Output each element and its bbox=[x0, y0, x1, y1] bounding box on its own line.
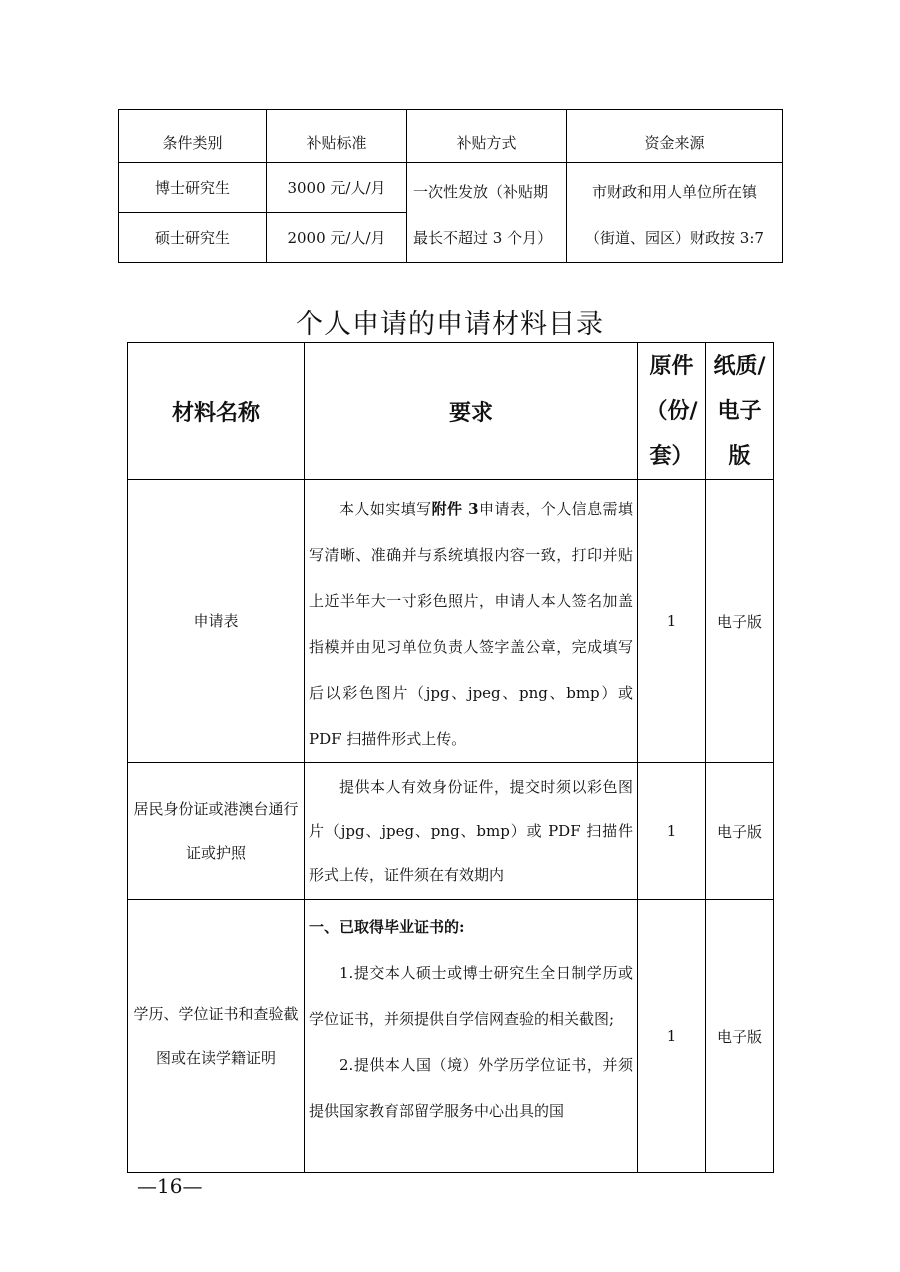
materials-header-row bbox=[128, 343, 774, 480]
subsidy-header-row bbox=[119, 110, 783, 163]
count-cell: 1 bbox=[638, 763, 706, 900]
requirement-prefix: 本人如实填写 bbox=[339, 500, 432, 518]
table-row bbox=[128, 763, 774, 900]
header-count bbox=[638, 343, 706, 480]
fund-line: 市财政和用人单位所在镇 bbox=[591, 182, 757, 201]
requirement-rest: 申请表，个人信息需填写清晰、准确并与系统填报内容一致，打印并贴上近半年大一寸彩色照片，申请人本人签名加盖指模并由见习单位负责人签字盖公章，完成填写后以彩色图片（jpg、jpeg、png、bmp）或 PDF 扫描件形式上传。 bbox=[309, 500, 633, 748]
header-format-line: 电子 bbox=[717, 398, 762, 424]
requirement-cell bbox=[305, 900, 638, 1173]
material-name-cell: 学历、学位证书和查验截图或在读学籍证明 bbox=[128, 900, 305, 1173]
format-cell: 电子版 bbox=[706, 763, 774, 900]
table-row bbox=[128, 900, 774, 1173]
count-cell: 1 bbox=[638, 900, 706, 1173]
header-count-line: 套） bbox=[649, 443, 694, 469]
header-format bbox=[706, 343, 774, 480]
standard-cell: 2000 元/人/月 bbox=[267, 213, 407, 263]
mode-line: 一次性发放（补贴期 bbox=[413, 182, 549, 201]
header-requirement: 要求 bbox=[305, 343, 638, 480]
category-cell: 博士研究生 bbox=[119, 163, 267, 213]
requirement-cell bbox=[305, 480, 638, 763]
requirement-item: 2.提供本人国（境）外学历学位证书，并须提供国家教育部留学服务中心出具的国 bbox=[309, 1056, 633, 1120]
header-format-line: 纸质/ bbox=[713, 353, 766, 379]
materials-table bbox=[127, 342, 774, 1173]
header-standard: 补贴标准 bbox=[267, 110, 407, 163]
material-name-cell: 申请表 bbox=[128, 480, 305, 763]
header-mode: 补贴方式 bbox=[407, 110, 567, 163]
table-row bbox=[119, 163, 783, 213]
header-count-line: （份/ bbox=[645, 398, 698, 424]
header-count-line: 原件 bbox=[649, 353, 694, 379]
requirement-cell bbox=[305, 763, 638, 900]
header-category: 条件类别 bbox=[119, 110, 267, 163]
fund-cell bbox=[567, 163, 783, 263]
header-format-line: 版 bbox=[728, 443, 751, 469]
format-cell: 电子版 bbox=[706, 900, 774, 1173]
header-material-name: 材料名称 bbox=[128, 343, 305, 480]
subsidy-table bbox=[118, 109, 783, 263]
requirement-heading: 一、已取得毕业证书的: bbox=[309, 918, 465, 936]
requirement-text bbox=[309, 486, 633, 762]
requirement-item: 1.提交本人硕士或博士研究生全日制学历或学位证书，并须提供自学信网查验的相关截图; bbox=[309, 964, 633, 1028]
page-number: —16— bbox=[137, 1174, 203, 1198]
table-row bbox=[128, 480, 774, 763]
attachment-ref: 附件 3 bbox=[431, 500, 479, 518]
header-fund: 资金来源 bbox=[567, 110, 783, 163]
count-cell: 1 bbox=[638, 480, 706, 763]
format-cell: 电子版 bbox=[706, 480, 774, 763]
fund-line: （街道、园区）财政按 3:7 bbox=[585, 228, 764, 247]
category-cell: 硕士研究生 bbox=[119, 213, 267, 263]
requirement-text: 提供本人有效身份证件，提交时须以彩色图片（jpg、jpeg、png、bmp）或 PDF 扫描件形式上传，证件须在有效期内 bbox=[309, 778, 633, 884]
section-title: 个人申请的申请材料目录 bbox=[296, 309, 604, 340]
material-name-cell: 居民身份证或港澳台通行证或护照 bbox=[128, 763, 305, 900]
mode-line: 最长不超过 3 个月） bbox=[413, 228, 553, 247]
mode-cell bbox=[407, 163, 567, 263]
standard-cell: 3000 元/人/月 bbox=[267, 163, 407, 213]
